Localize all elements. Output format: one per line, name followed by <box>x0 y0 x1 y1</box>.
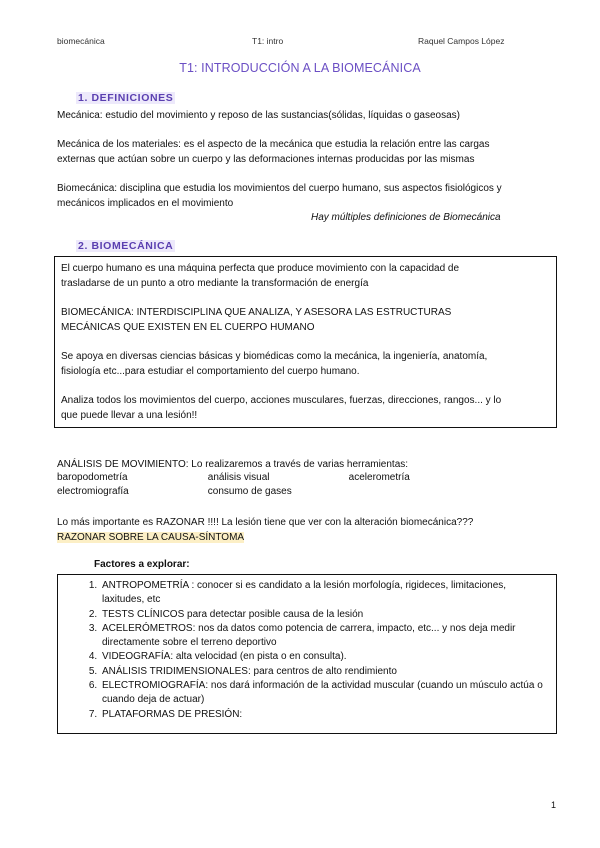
box-p2-line1: BIOMECÁNICA: INTERDISCIPLINA QUE ANALIZA, Y ASESORA LAS ESTRUCTURAS <box>61 307 452 318</box>
header-left: biomecánica <box>57 36 105 46</box>
tool-item: consumo de gases <box>207 486 292 497</box>
causa-sintoma-highlight: RAZONAR SOBRE LA CAUSA-SÍNTOMA <box>57 532 245 543</box>
razonar-text: Lo más importante es RAZONAR !!!! La lesión tiene que ver con la alteración biomecánica??? <box>57 517 474 528</box>
box-p1-line1: El cuerpo humano es una máquina perfecta que produce movimiento con la capacidad de <box>61 263 460 274</box>
page-number: 1 <box>551 800 557 810</box>
factor-item: 4. VIDEOGRAFÍA: alta velocidad (en pista o en consulta). <box>100 650 550 664</box>
factor-item: 2. TESTS CLÍNICOS para detectar posible causa de la lesión <box>100 608 550 622</box>
factor-item: 5. ANÁLISIS TRIDIMENSIONALES: para centros de alto rendimiento <box>100 665 550 679</box>
tool-item: acelerometría <box>348 472 410 483</box>
page-title: T1: INTRODUCCIÓN A LA BIOMECÁNICA <box>179 61 421 75</box>
box-p3-line1: Se apoya en diversas ciencias básicas y biomédicas como la mecánica, la ingeniería, anatomía, <box>61 351 488 362</box>
tool-item: análisis visual <box>207 472 270 483</box>
box-p1-line2: trasladarse de un punto a otro mediante la transformación de energía <box>61 278 369 289</box>
def-biomecanica-line1: Biomecánica: disciplina que estudia los movimientos del cuerpo humano, sus aspectos fisiológicos y <box>57 183 502 194</box>
def-biomecanica-line2: mecánicos implicados en el movimiento <box>57 198 234 209</box>
section-heading-biomecanica: 2. BIOMECÁNICA <box>78 240 174 252</box>
def-note: Hay múltiples definiciones de Biomecánica <box>311 212 501 223</box>
header-center: T1: intro <box>252 36 284 46</box>
factor-item: 3. ACELERÓMETROS: nos da datos como potencia de carrera, impacto, etc... y nos deja medir directamente sobre el terreno deportivo <box>100 622 550 651</box>
factores-list <box>58 579 550 722</box>
factor-item: 6. ELECTROMIOGRAFÍA: nos dará información de la actividad muscular (cuando un músculo actúa o cuando deja de actuar) <box>100 679 550 708</box>
tools-row <box>57 485 457 499</box>
tool-item <box>349 485 457 499</box>
box-p4-line2: que puede llevar a una lesión!! <box>61 410 198 421</box>
analisis-intro: ANÁLISIS DE MOVIMIENTO: Lo realizaremos a través de varias herramientas: <box>57 459 409 470</box>
box-p4-line1: Analiza todos los movimientos del cuerpo, acciones musculares, fuerzas, direcciones, rangos... y lo <box>61 395 502 406</box>
def-materiales-line2: externas que actúan sobre un cuerpo y las deformaciones internas producidas por las mismas <box>57 154 475 165</box>
header-right: Raquel Campos López <box>418 36 505 46</box>
tool-item: baropodometría <box>57 472 128 483</box>
tools-row <box>57 471 457 485</box>
tool-item: electromiografía <box>57 486 129 497</box>
factores-heading: Factores a explorar: <box>94 559 190 570</box>
box-p3-line2: fisiología etc...para estudiar el comportamiento del cuerpo humano. <box>61 366 360 377</box>
factor-item: 7. PLATAFORMAS DE PRESIÓN: <box>100 708 550 722</box>
factores-box <box>57 574 557 734</box>
box-p2-line2: MECÁNICAS QUE EXISTEN EN EL CUERPO HUMANO <box>61 322 315 333</box>
def-materiales-line1: Mecánica de los materiales: es el aspecto de la mecánica que estudia la relación entre las cargas <box>57 139 490 150</box>
biomecanica-box <box>54 256 557 428</box>
factor-item: 1. ANTROPOMETRÍA : conocer si es candidato a la lesión morfología, rigideces, limitaciones, laxitudes, etc <box>100 579 550 608</box>
tools-grid <box>57 471 457 499</box>
def-mecanica: Mecánica: estudio del movimiento y reposo de las sustancias(sólidas, líquidas o gaseosas) <box>57 110 460 121</box>
section-heading-definiciones: 1. DEFINICIONES <box>78 92 174 104</box>
